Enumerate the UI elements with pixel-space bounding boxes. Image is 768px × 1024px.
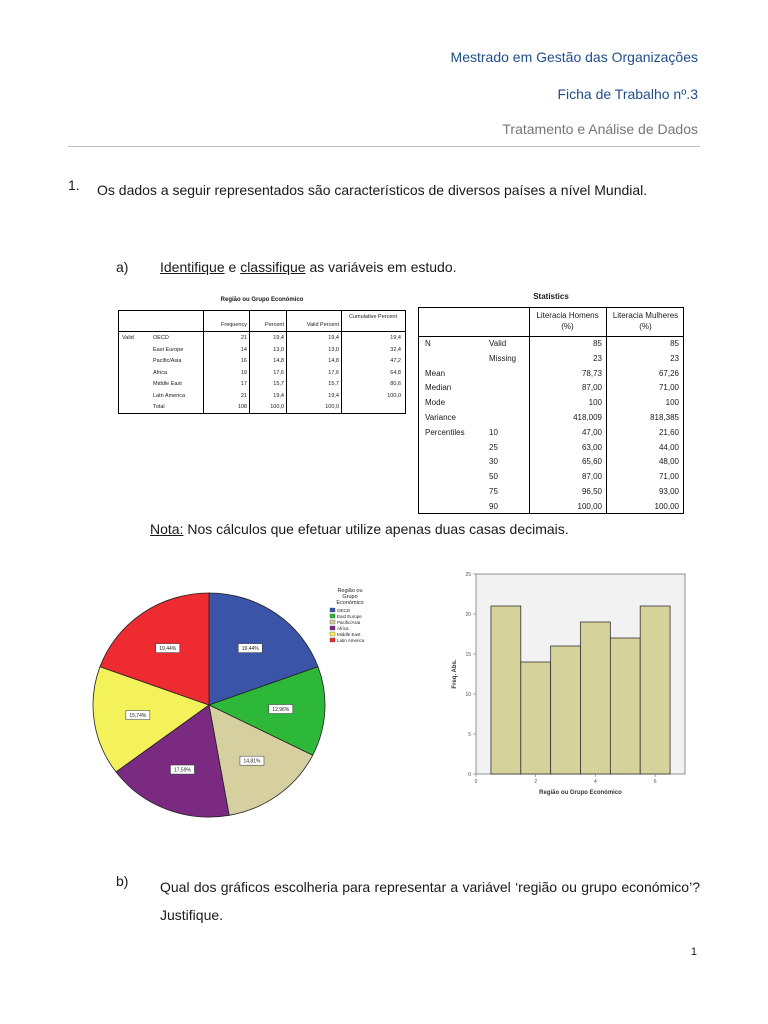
note-text: Nos cálculos que efetuar utilize apenas duas casas decimais. bbox=[183, 521, 569, 537]
freq-row-label: East Europe bbox=[153, 346, 184, 353]
freq-cell-frequency: 21 bbox=[240, 392, 247, 399]
stats-cell-women: 818,385 bbox=[650, 413, 679, 422]
freq-cell-valid-percent: 19,4 bbox=[328, 392, 339, 399]
question-a-rest: as variáveis em estudo. bbox=[305, 259, 457, 275]
stats-cell-women: 67,26 bbox=[658, 368, 679, 378]
stats-row-label: Variance bbox=[425, 413, 456, 422]
freq-cell-frequency: 16 bbox=[240, 358, 247, 364]
freq-cell-valid-percent: 14,8 bbox=[328, 358, 339, 364]
pie-slice-label bbox=[156, 644, 180, 653]
freq-cell-frequency: 14 bbox=[240, 346, 247, 353]
question-1-text: Os dados a seguir representados são característicos de diversos países a nível Mundial. bbox=[97, 182, 648, 198]
freq-cell-valid-percent: 100,0 bbox=[325, 404, 339, 410]
stats-table-divider bbox=[529, 308, 530, 513]
stats-row-label: Percentiles bbox=[425, 427, 465, 437]
freq-table-divider bbox=[341, 311, 342, 413]
stats-cell-women: 23 bbox=[670, 353, 679, 363]
stats-row-sublabel: 30 bbox=[489, 457, 498, 467]
pie-legend-swatch bbox=[330, 632, 335, 636]
header-divider bbox=[68, 146, 700, 147]
question-a-word2: classifique bbox=[240, 259, 306, 275]
stats-row-sublabel: 50 bbox=[489, 472, 498, 482]
freq-cell-percent: 19,4 bbox=[273, 335, 284, 341]
stats-cell-women: 44,00 bbox=[658, 442, 679, 452]
pie-legend-label: Africa bbox=[337, 626, 349, 631]
stats-cell-men: 85 bbox=[593, 339, 602, 348]
pie-label-text: 12,96% bbox=[272, 707, 290, 714]
stats-cell-women: 21,60 bbox=[658, 427, 679, 437]
freq-table-title: Região ou Grupo Económico bbox=[220, 297, 304, 303]
stats-cell-women: 71,00 bbox=[658, 472, 679, 482]
x-tick-label: 6 bbox=[653, 779, 657, 785]
y-axis-label: Freq. Abs. bbox=[452, 659, 458, 689]
freq-row-label: OECD bbox=[153, 335, 169, 341]
statistics-table bbox=[418, 307, 684, 514]
x-tick-label: 2 bbox=[534, 779, 538, 785]
stats-cell-men: 78,73 bbox=[581, 368, 602, 378]
freq-row-label: Africa bbox=[153, 369, 168, 376]
stats-cell-men: 100,00 bbox=[577, 501, 602, 511]
stats-cell-women: 100,00 bbox=[654, 501, 679, 511]
pie-legend-swatch bbox=[330, 608, 335, 612]
stats-cell-women: 85 bbox=[670, 339, 679, 348]
pie-chart bbox=[92, 580, 412, 820]
stats-cell-women: 93,00 bbox=[658, 487, 679, 496]
freq-cell-cumulative: 80,6 bbox=[390, 381, 401, 387]
stats-row-sublabel: 90 bbox=[489, 501, 498, 511]
stats-cell-men: 47,00 bbox=[581, 427, 602, 437]
freq-cell-cumulative: 32,4 bbox=[390, 346, 401, 353]
stats-cell-men: 87,00 bbox=[581, 472, 602, 482]
stats-cell-women: 48,00 bbox=[658, 457, 679, 467]
bar bbox=[610, 638, 640, 774]
freq-header-percent: Percent bbox=[265, 322, 284, 328]
y-tick-label: 20 bbox=[465, 612, 471, 618]
stats-cell-men: 63,00 bbox=[581, 442, 602, 452]
freq-header-valid-percent: Valid Percent bbox=[306, 322, 339, 328]
freq-row-label: Total bbox=[153, 404, 165, 410]
freq-valid-label: Valid bbox=[122, 335, 134, 341]
freq-cell-frequency: 19 bbox=[240, 369, 247, 376]
page-number: 1 bbox=[690, 946, 697, 958]
pie-label-text: 15,74% bbox=[129, 713, 147, 720]
y-tick-label: 5 bbox=[468, 732, 471, 738]
freq-cell-frequency: 108 bbox=[237, 404, 247, 410]
pie-label-text: 19,44% bbox=[241, 646, 259, 653]
freq-cell-frequency: 21 bbox=[240, 335, 247, 341]
bar-chart bbox=[443, 562, 703, 802]
stats-cell-men: 418,009 bbox=[573, 413, 602, 422]
stats-cell-men: 87,00 bbox=[581, 383, 602, 393]
y-tick-label: 25 bbox=[465, 572, 471, 578]
pie-legend-swatch bbox=[330, 620, 335, 624]
y-tick-label: 0 bbox=[468, 772, 471, 778]
freq-cell-cumulative: 64,8 bbox=[390, 369, 401, 376]
stats-cell-men: 100 bbox=[588, 398, 602, 408]
pie-legend-label: Middle East bbox=[337, 632, 361, 637]
freq-header-cumulative: Cumulative Percent bbox=[349, 314, 397, 320]
note bbox=[150, 521, 569, 537]
pie-slice-label bbox=[170, 765, 194, 774]
x-tick-label: 0 bbox=[474, 779, 478, 785]
stats-row-label: Mode bbox=[425, 398, 446, 408]
x-axis-label: Região ou Grupo Económico bbox=[539, 790, 622, 796]
stats-row-sublabel: Missing bbox=[489, 353, 517, 363]
pie-slice-label bbox=[269, 705, 293, 714]
y-tick-label: 15 bbox=[465, 652, 471, 658]
y-tick-label: 10 bbox=[465, 692, 471, 698]
freq-cell-percent: 14,8 bbox=[273, 358, 284, 364]
stats-header-men: Literacia Homens (%) bbox=[536, 311, 599, 331]
freq-cell-valid-percent: 19,4 bbox=[328, 335, 339, 341]
stats-row-sublabel: Valid bbox=[489, 339, 507, 348]
pie-legend-label: Latin America bbox=[337, 638, 365, 643]
stats-row-sublabel: 75 bbox=[489, 487, 498, 496]
freq-cell-cumulative: 100,0 bbox=[387, 392, 401, 399]
pie-legend-title: Económico bbox=[336, 600, 364, 606]
stats-cell-men: 96,50 bbox=[581, 487, 602, 496]
stats-cell-men: 23 bbox=[593, 353, 602, 363]
question-b-label: b) bbox=[116, 873, 129, 889]
frequency-table bbox=[118, 310, 406, 414]
freq-cell-valid-percent: 13,0 bbox=[328, 346, 339, 353]
freq-row-label: Latn America bbox=[153, 392, 186, 399]
pie-label-text: 14,81% bbox=[243, 758, 261, 765]
bar bbox=[640, 606, 670, 774]
pie-legend-title: Grupo bbox=[342, 594, 358, 600]
x-tick-label: 4 bbox=[594, 779, 597, 785]
header-worksheet: Ficha de Trabalho nº.3 bbox=[557, 86, 698, 102]
freq-cell-cumulative: 19,4 bbox=[390, 335, 401, 341]
stats-header-women: Literacia Mulheres (%) bbox=[612, 311, 679, 331]
question-b-text: Qual dos gráficos escolheria para representar a variável ‘região ou grupo económico’? Justifique. bbox=[160, 879, 700, 923]
pie-legend-swatch bbox=[330, 638, 335, 642]
freq-table-divider bbox=[249, 311, 250, 413]
question-a-sep1: e bbox=[224, 259, 241, 275]
freq-cell-percent: 13,0 bbox=[273, 346, 284, 353]
pie-legend-title: Região ou bbox=[337, 588, 363, 594]
freq-cell-valid-percent: 15,7 bbox=[328, 381, 339, 387]
freq-cell-percent: 19,4 bbox=[273, 392, 284, 399]
pie-slice-label bbox=[240, 756, 264, 765]
freq-table-divider bbox=[203, 311, 204, 413]
pie-slice-label bbox=[126, 711, 150, 720]
pie-legend-label: OECD bbox=[337, 608, 351, 613]
note-label: Nota: bbox=[150, 521, 184, 537]
bar bbox=[581, 622, 611, 774]
pie-legend-swatch bbox=[330, 626, 335, 630]
stats-table-divider bbox=[606, 308, 607, 513]
freq-cell-percent: 15,7 bbox=[273, 381, 284, 387]
freq-row-label: Middle East bbox=[153, 381, 182, 387]
stats-cell-women: 71,00 bbox=[658, 383, 679, 393]
question-1-number: 1. bbox=[68, 177, 80, 193]
pie-label-text: 19,44% bbox=[159, 646, 177, 653]
freq-cell-percent: 17,6 bbox=[273, 369, 284, 376]
header-subject: Tratamento e Análise de Dados bbox=[502, 121, 698, 137]
question-a-text bbox=[160, 259, 457, 275]
freq-cell-frequency: 17 bbox=[240, 381, 247, 387]
freq-cell-valid-percent: 17,6 bbox=[328, 369, 339, 376]
stats-cell-men: 65,60 bbox=[581, 457, 602, 467]
stats-table-title: Statistics bbox=[533, 292, 569, 301]
stats-row-sublabel: 10 bbox=[489, 427, 498, 437]
bar bbox=[521, 662, 551, 774]
freq-row-label: Pacific/Asia bbox=[153, 358, 182, 364]
bar bbox=[491, 606, 521, 774]
header-program: Mestrado em Gestão das Organizações bbox=[450, 49, 698, 65]
pie-legend-label: Pacific/Asia bbox=[337, 620, 361, 625]
stats-cell-women: 100 bbox=[665, 398, 679, 408]
stats-row-sublabel: 25 bbox=[489, 442, 498, 452]
stats-row-label: Median bbox=[425, 383, 452, 393]
pie-legend-label: East Europe bbox=[337, 614, 362, 619]
pie-slice-label bbox=[238, 644, 262, 653]
bar bbox=[551, 646, 581, 774]
pie-label-text: 17,59% bbox=[173, 767, 191, 774]
freq-header-frequency: Frequency bbox=[221, 322, 247, 328]
question-a-word1: Identifique bbox=[160, 259, 225, 275]
pie-legend-swatch bbox=[330, 614, 335, 618]
freq-cell-cumulative: 47,2 bbox=[390, 358, 401, 364]
freq-table-divider bbox=[286, 311, 287, 413]
stats-row-label: Mean bbox=[425, 368, 446, 378]
stats-row-label: N bbox=[425, 339, 431, 348]
question-a-label: a) bbox=[116, 259, 129, 275]
freq-cell-percent: 100,0 bbox=[270, 404, 284, 410]
